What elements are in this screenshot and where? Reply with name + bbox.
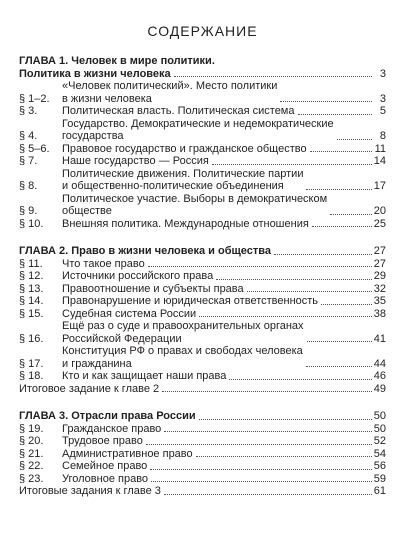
section-number: § 17.: [19, 357, 44, 370]
leader-dots: [162, 391, 372, 392]
toc-entry-body: [62, 283, 386, 296]
page-number: 20: [373, 205, 386, 217]
section-number: § 23.: [19, 472, 44, 485]
toc-entry-body: [62, 320, 386, 345]
leader-dots: [312, 226, 372, 227]
page-number: 41: [373, 332, 386, 345]
table-of-contents: [19, 55, 386, 498]
chapter-heading: ГЛАВА 3. Отрасли права России: [19, 410, 196, 422]
leader-dots: [280, 101, 372, 102]
chapter-1: [19, 55, 386, 230]
leader-dots: [330, 214, 372, 215]
section-number: § 7.: [19, 155, 38, 167]
section-number: § 15.: [19, 307, 44, 320]
toc-entry[interactable]: [19, 143, 386, 156]
toc-entry-body: [62, 270, 386, 283]
toc-entry-body: [62, 460, 386, 473]
toc-entry-title: Трудовое право: [62, 435, 143, 447]
toc-entry-body: [19, 485, 386, 498]
section-number: § 3.: [19, 105, 38, 117]
page-number: 54: [373, 447, 386, 460]
toc-entry[interactable]: [19, 473, 386, 486]
toc-entry[interactable]: [19, 155, 386, 168]
section-number: § 4.: [19, 130, 38, 142]
toc-entry-body: [62, 218, 386, 231]
toc-entry-body: [62, 193, 386, 218]
toc-entry-body: [62, 345, 386, 370]
toc-entry-body: [62, 423, 386, 436]
toc-entry[interactable]: [19, 308, 386, 321]
leader-dots: [310, 151, 372, 152]
toc-entry-title: Гражданское право: [62, 422, 162, 435]
leader-dots: [307, 341, 372, 342]
toc-entry-title: Конституция РФ о правах и свободах человека и гражданина: [62, 345, 303, 370]
page-number: 56: [373, 460, 386, 472]
toc-entry[interactable]: [19, 435, 386, 448]
chapter-2: [19, 245, 386, 395]
toc-entry-title: Правонарушение и юридическая ответственность: [62, 295, 319, 307]
section-number: § 20.: [19, 435, 44, 447]
section-number: § 18.: [19, 370, 44, 382]
chapter-heading-row[interactable]: [19, 245, 386, 258]
section-number: § 21.: [19, 447, 44, 460]
toc-entry[interactable]: [19, 460, 386, 473]
section-number: § 10.: [19, 217, 44, 230]
leader-dots: [212, 164, 372, 165]
page-number: 25: [373, 217, 386, 230]
toc-entry-title: Кто и как защищает наши права: [62, 370, 227, 382]
toc-entry[interactable]: [19, 345, 386, 370]
chapter-heading: ГЛАВА 2. Право в жизни человека и общества: [19, 245, 272, 257]
leader-dots: [148, 266, 372, 267]
toc-entry[interactable]: [19, 320, 386, 345]
toc-entry-body: [62, 168, 386, 193]
chapter-heading-row[interactable]: [19, 55, 386, 68]
toc-entry-title: Итоговое задание к главе 2: [19, 382, 160, 395]
chapter-heading-body: [19, 55, 386, 68]
page-number: 50: [373, 410, 386, 422]
leader-dots: [164, 494, 372, 495]
toc-entry-body: [62, 448, 386, 461]
section-number: § 9.: [19, 205, 38, 217]
toc-entry[interactable]: [19, 283, 386, 296]
toc-entry-title: Политическая власть. Политическая система: [62, 105, 295, 117]
page-number: 17: [373, 180, 386, 192]
toc-entry-body: [62, 435, 386, 448]
toc-entry[interactable]: [19, 370, 386, 383]
page-number: 11: [374, 142, 386, 155]
toc-entry-title: Судебная система России: [62, 307, 197, 320]
toc-entry[interactable]: [19, 448, 386, 461]
section-number: § 14.: [19, 295, 44, 307]
leader-dots: [150, 469, 371, 470]
leader-dots: [274, 254, 372, 255]
leader-dots: [174, 76, 372, 77]
toc-entry-title: «Человек политический». Место политики в жизни человека: [62, 80, 278, 105]
toc-entry-title: Ещё раз о суде и правоохранительных органах Российской Федерации: [62, 320, 304, 345]
leader-dots: [146, 444, 372, 445]
section-number: § 11.: [19, 257, 43, 270]
page-title: СОДЕРЖАНИЕ: [147, 23, 258, 39]
leader-dots: [151, 481, 372, 482]
toc-entry-title: Что такое право: [62, 257, 145, 270]
toc-entry[interactable]: [19, 68, 386, 81]
toc-entry-title: Уголовное право: [62, 472, 149, 485]
section-number: § 1–2.: [19, 92, 50, 105]
leader-dots: [199, 316, 372, 317]
page-number: 29: [373, 270, 386, 282]
toc-entry[interactable]: [19, 485, 386, 498]
toc-entry[interactable]: [19, 105, 386, 118]
leader-dots: [337, 139, 372, 140]
leader-dots: [247, 291, 372, 292]
page-number: 3: [379, 92, 386, 105]
leader-dots: [298, 114, 373, 115]
toc-entry-title: Государство. Демократические и недемократические государства: [62, 117, 334, 142]
leader-dots: [196, 456, 372, 457]
toc-entry-title: Семейное право: [62, 460, 148, 472]
toc-entry[interactable]: [19, 193, 386, 218]
page-number: 38: [373, 307, 386, 320]
toc-entry-body: [62, 295, 386, 308]
page-number: 8: [379, 130, 386, 142]
toc-entry-title: Источники российского права: [62, 270, 214, 282]
toc-entry[interactable]: [19, 258, 386, 271]
toc-entry-title: Политические движения. Политические партии и общественно-политические объединения: [62, 167, 304, 192]
leader-dots: [306, 366, 372, 367]
page-number: 5: [379, 105, 386, 117]
toc-entry[interactable]: [19, 168, 386, 193]
section-number: § 22.: [19, 460, 44, 472]
chapter-heading: ГЛАВА 1. Человек в мире политики.: [19, 55, 215, 67]
page-number: 46: [373, 370, 386, 382]
toc-entry-body: [62, 118, 386, 143]
toc-entry-body: [19, 68, 386, 81]
section-number: § 19.: [19, 422, 44, 435]
leader-dots: [229, 379, 371, 380]
leader-dots: [216, 279, 372, 280]
toc-entry-body: [62, 155, 386, 168]
toc-entry-body: [62, 105, 386, 118]
toc-entry-body: [62, 258, 386, 271]
toc-entry[interactable]: [19, 270, 386, 283]
page-number: 32: [373, 282, 386, 295]
section-number: § 16.: [19, 332, 44, 345]
page-number: 59: [373, 472, 386, 485]
toc-entry[interactable]: [19, 295, 386, 308]
chapter-heading-row[interactable]: [19, 410, 386, 423]
page-number: 27: [373, 257, 386, 270]
toc-entry-title: Политика в жизни человека: [19, 67, 171, 80]
page-number: 27: [373, 245, 386, 257]
section-number: § 5–6.: [19, 142, 50, 155]
toc-entry-title: Внешняя политика. Международные отношения: [62, 217, 309, 230]
toc-entry[interactable]: [19, 423, 386, 436]
toc-entry-body: [62, 370, 386, 383]
chapter-heading-body: [19, 245, 386, 258]
section-number: § 13.: [19, 282, 44, 295]
page-number: 44: [373, 357, 386, 370]
toc-entry-title: Правовое государство и гражданское общество: [62, 142, 307, 155]
section-number: § 12.: [19, 270, 44, 282]
section-number: § 8.: [19, 180, 38, 192]
leader-dots: [199, 419, 372, 420]
toc-entry[interactable]: [19, 383, 386, 396]
chapter-3: [19, 410, 386, 498]
toc-entry-title: Административное право: [62, 447, 193, 460]
toc-entry-title: Наше государство — Россия: [62, 155, 209, 167]
leader-dots: [321, 304, 372, 305]
toc-entry-body: [19, 383, 386, 396]
page-number: 50: [373, 422, 386, 435]
leader-dots: [306, 189, 371, 190]
page-number: 52: [373, 435, 386, 447]
page-number: 61: [373, 485, 386, 497]
page-number: 14: [373, 155, 386, 167]
toc-entry-body: [62, 473, 386, 486]
chapter-heading-body: [19, 410, 386, 423]
toc-entry-body: [62, 80, 386, 105]
toc-entry-body: [62, 308, 386, 321]
page-number: 49: [373, 382, 386, 395]
toc-entry[interactable]: [19, 118, 386, 143]
toc-entry[interactable]: [19, 218, 386, 231]
toc-entry-body: [62, 143, 386, 156]
leader-dots: [164, 431, 371, 432]
toc-entry-title: Правоотношение и субъекты права: [62, 282, 244, 295]
toc-entry-title: Политическое участие. Выборы в демократическом обществе: [62, 192, 328, 217]
toc-entry[interactable]: [19, 80, 386, 105]
page-number: 35: [373, 295, 386, 307]
page-number: 3: [379, 67, 386, 80]
toc-entry-title: Итоговые задания к главе 3: [19, 485, 161, 497]
